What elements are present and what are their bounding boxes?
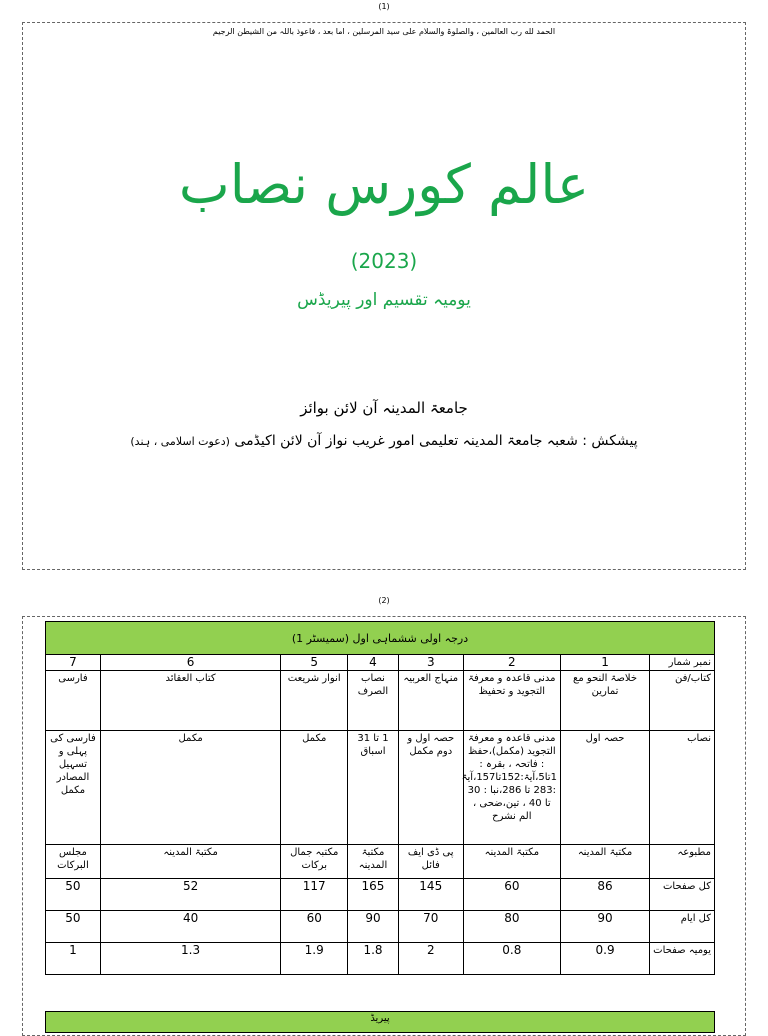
cell-daily: 1.3 [100,943,280,975]
cell-syllabus: مدنی قاعدہ و معرفۃ التجوید (مکمل)،حفظ : فاتحہ ، بقرہ : 1تا5،آیۃ:152تا157،آیۃ :283 تا 286،نبا : 30 تا 40 ، تین،ضحی ، الم نشرح [463,731,560,845]
cell-daily: 0.9 [560,943,649,975]
table-row-days [46,911,715,943]
cell-book: فارسی [46,671,101,731]
table-row-syllabus [46,731,715,845]
row-label: نصاب [650,731,715,845]
cell-pages: 117 [281,879,348,911]
cell-syllabus: حصہ اول [560,731,649,845]
cell-book: انوار شریعت [281,671,348,731]
cell-num: 3 [398,655,463,671]
cell-days: 90 [560,911,649,943]
cell-pages: 50 [46,879,101,911]
cell-syllabus: 1 تا 31 اسباق [348,731,399,845]
row-label: یومیہ صفحات [650,943,715,975]
next-section-band [45,1011,715,1033]
cell-days: 80 [463,911,560,943]
cell-days: 90 [348,911,399,943]
cell-book: مدنی قاعدہ و معرفۃ التجوید و تحفیظ [463,671,560,731]
page-number-2: (2) [378,596,390,605]
cell-publisher: مکتبہ جمال برکات [281,845,348,879]
cell-days: 40 [100,911,280,943]
page-title: عالم کورس نصاب [178,153,590,216]
cell-days: 50 [46,911,101,943]
syllabus-page [22,616,746,1036]
page-number-1: (1) [378,2,390,11]
presented-by-text: پیشکش : شعبہ جامعۃ المدینہ تعلیمی امور غریب نواز آن لائن اکیڈمی [234,433,638,449]
cell-book: منہاج العربیہ [398,671,463,731]
cell-pages: 86 [560,879,649,911]
cell-num: 2 [463,655,560,671]
year: (2023) [350,249,418,273]
cell-num: 7 [46,655,101,671]
cell-num: 6 [100,655,280,671]
table-heading: درجہ اولی ششماہی اول (سمیسٹر 1) [46,622,715,655]
cell-publisher: مکتبۃ المدینہ [100,845,280,879]
cell-pages: 52 [100,879,280,911]
cell-syllabus: مکمل [281,731,348,845]
cell-publisher: مکتبۃ المدینہ [348,845,399,879]
bismillah-line: الحمد لله رب العالمین ، والصلوۃ والسلام علی سید المرسلین ، اما بعد ، فاعوذ باللہ من الشیطن الرجیم [212,27,556,36]
cell-publisher: مکتبۃ المدینہ [560,845,649,879]
cell-num: 1 [560,655,649,671]
table-row-number [46,655,715,671]
cell-days: 70 [398,911,463,943]
table-row-pages [46,879,715,911]
presented-by-note: (دعوت اسلامی ، ہند) [130,435,230,448]
cell-syllabus: حصہ اول و دوم مکمل [398,731,463,845]
cell-daily: 0.8 [463,943,560,975]
table-row-publisher [46,845,715,879]
cell-publisher: مکتبۃ المدینہ [463,845,560,879]
cell-publisher: پی ڈی ایف فائل [398,845,463,879]
cell-num: 4 [348,655,399,671]
row-label: کل صفحات [650,879,715,911]
row-label: کل ایام [650,911,715,943]
cell-syllabus: فارسی کی پہلی و تسہیل المصادر مکمل [46,731,101,845]
cell-days: 60 [281,911,348,943]
presented-by [23,433,745,449]
cell-daily: 1.8 [348,943,399,975]
organization: جامعۃ المدینہ آن لائن بوائز [300,399,468,417]
syllabus-table [45,621,715,975]
cell-syllabus: مکمل [100,731,280,845]
cover-page [22,22,746,570]
cell-daily: 1 [46,943,101,975]
table-row-daily [46,943,715,975]
cell-pages: 60 [463,879,560,911]
row-label: مطبوعہ [650,845,715,879]
cell-daily: 1.9 [281,943,348,975]
cell-book: کتاب العقائد [100,671,280,731]
cell-book: نصاب الصرف [348,671,399,731]
cell-pages: 165 [348,879,399,911]
table-row-book [46,671,715,731]
cell-daily: 2 [398,943,463,975]
cell-num: 5 [281,655,348,671]
cell-pages: 145 [398,879,463,911]
next-section-heading: پیریڈ [46,1012,715,1033]
row-label: کتاب/فن [650,671,715,731]
cell-book: خلاصۃ النحو مع تمارین [560,671,649,731]
subtitle: یومیہ تقسیم اور پیریڈس [297,290,471,310]
row-label: نمبر شمار [650,655,715,671]
cell-publisher: مجلس البرکات [46,845,101,879]
